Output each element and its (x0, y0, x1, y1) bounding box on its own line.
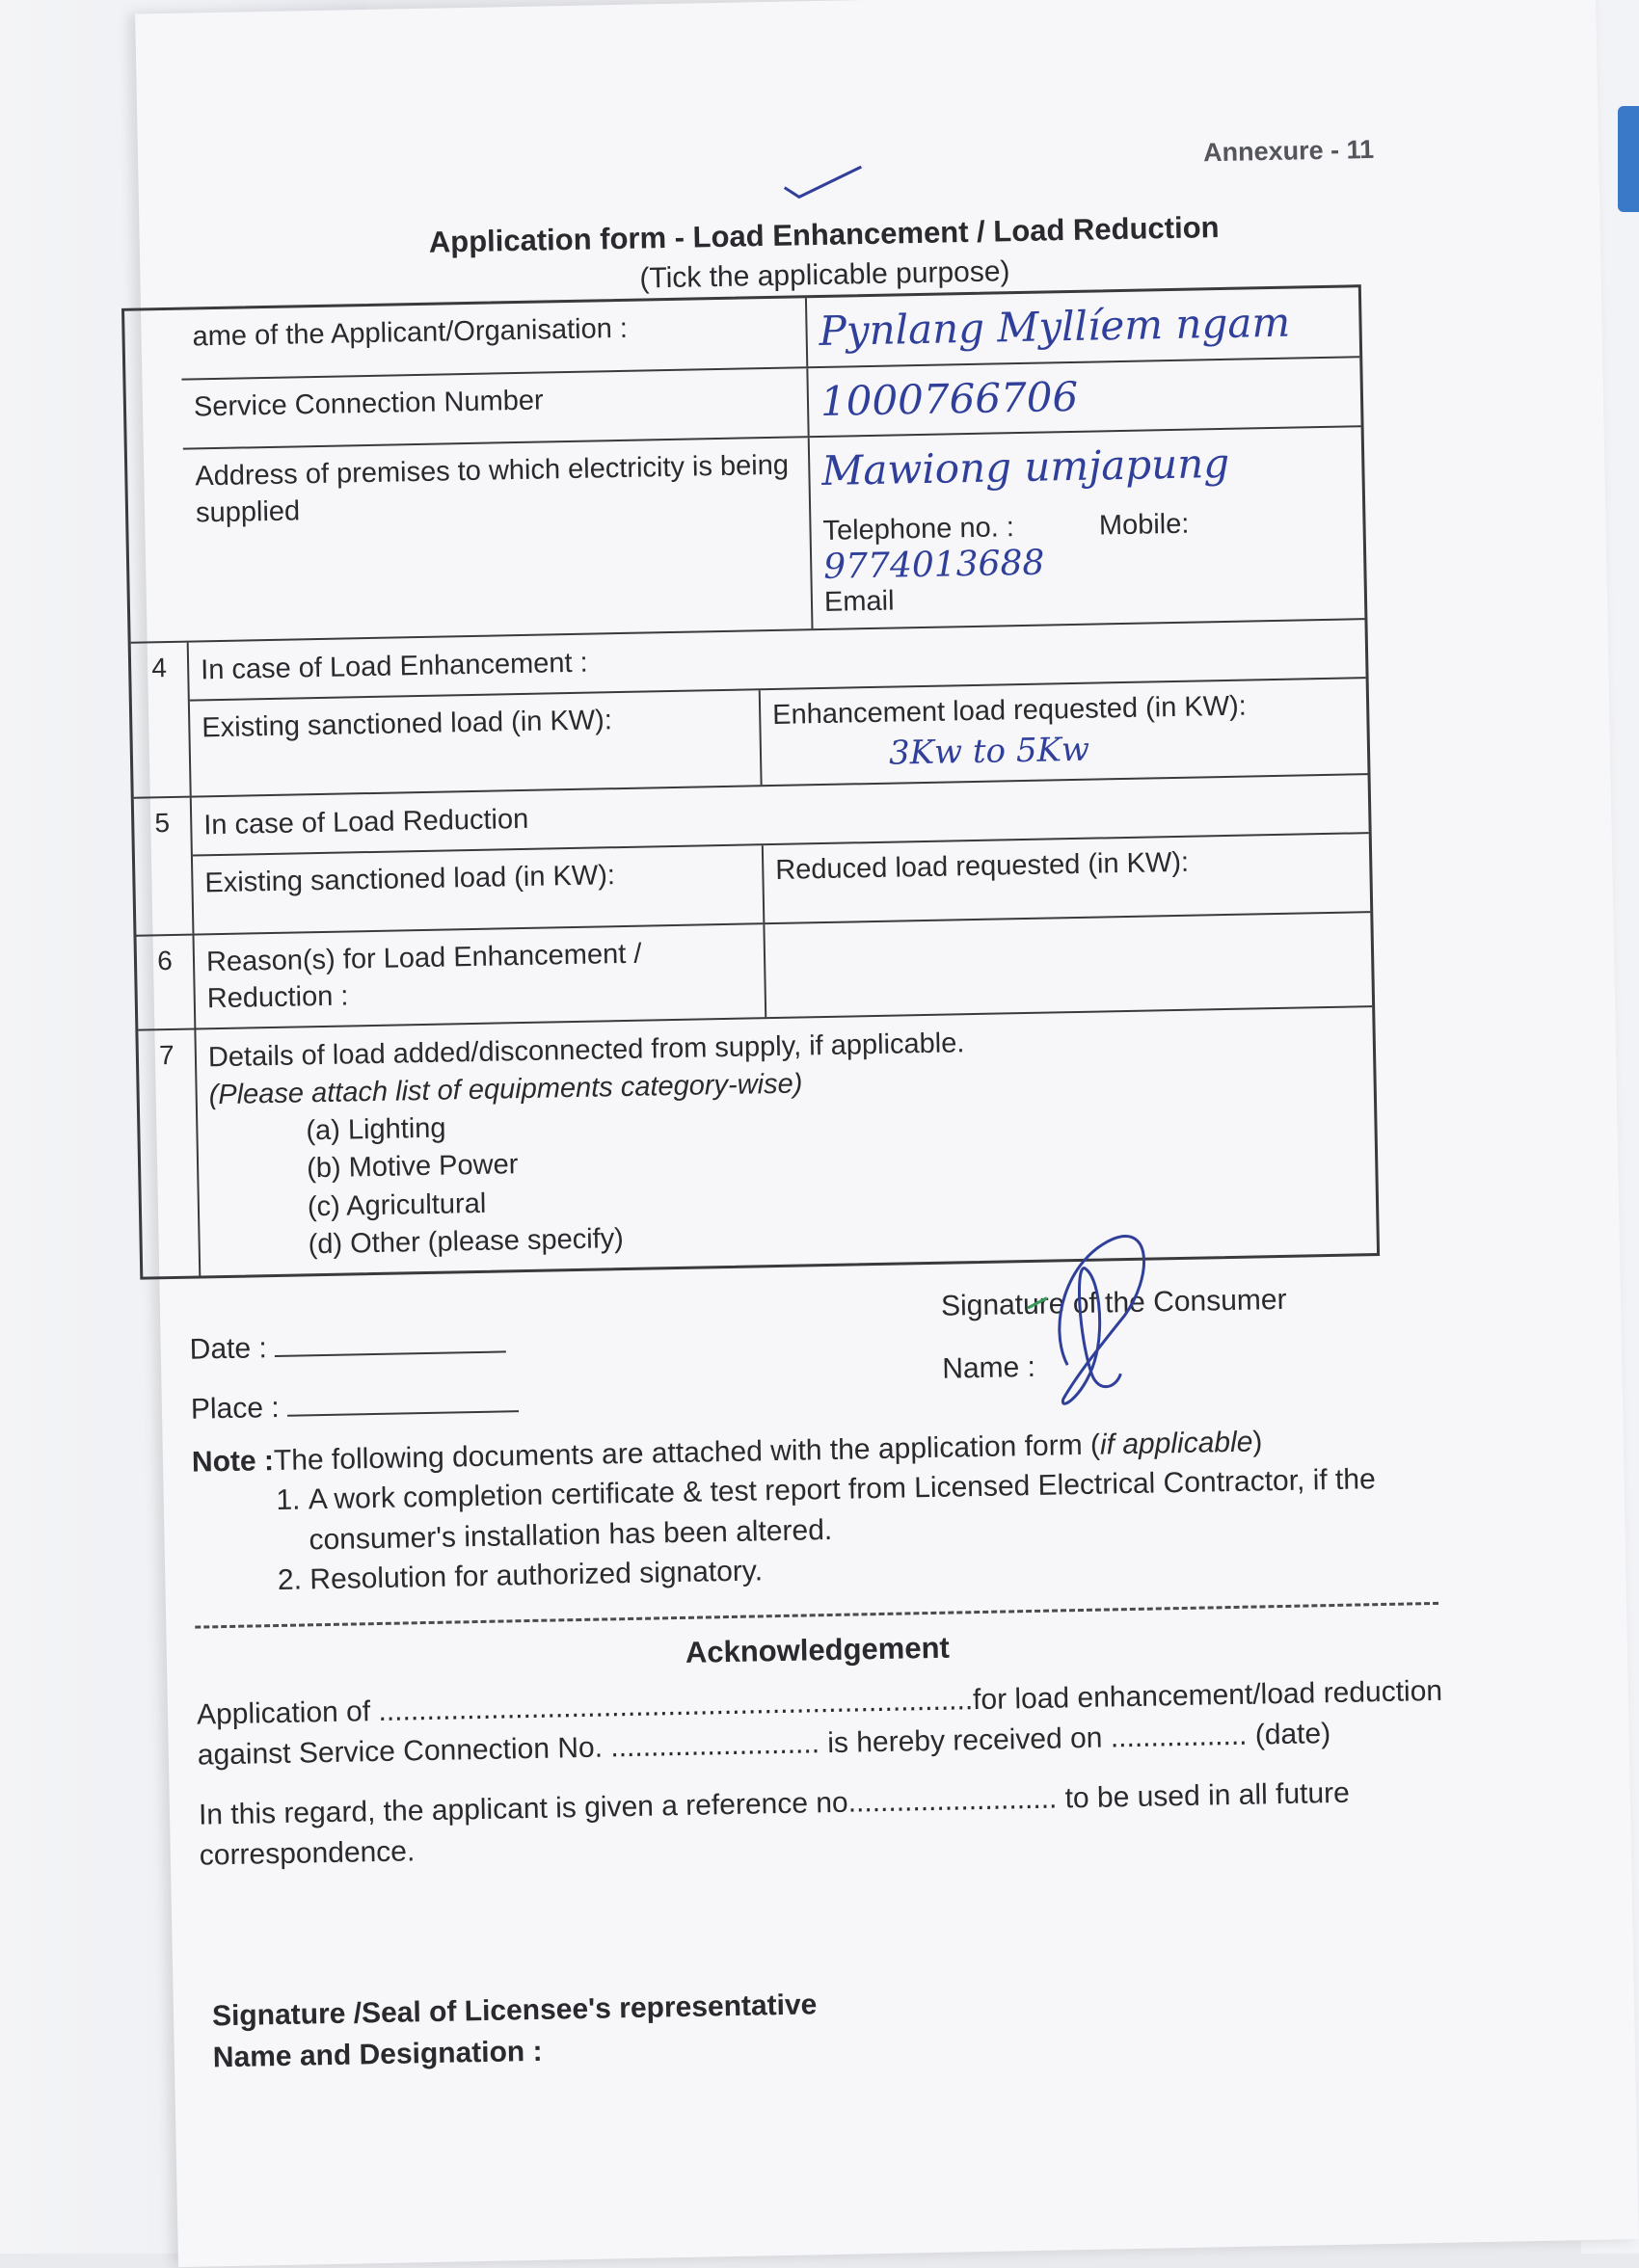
telephone-line (822, 505, 1352, 587)
note-list (192, 1459, 1399, 1602)
place-field[interactable] (191, 1387, 520, 1427)
row-4-requested-value[interactable]: 3Kw to 5Kw (888, 730, 1090, 773)
place-label: Place : (190, 1391, 280, 1426)
acknowledgement-line-2: In this regard, the applicant is given a reference no.......................... to be used in all future correspondence. (198, 1776, 1351, 1872)
row-4 (131, 618, 1368, 797)
address-row (183, 425, 1365, 640)
address-value[interactable]: Mawiong umjapung (820, 440, 1230, 495)
mobile-label: Mobile: (1098, 508, 1190, 542)
row-5-requested-label: Reduced load requested (in KW): (775, 846, 1190, 886)
place-blank[interactable] (287, 1387, 519, 1417)
service-number-value[interactable]: 1000766706 (820, 372, 1079, 425)
note-intro-italic: if applicable (1099, 1426, 1253, 1461)
row-6-value[interactable] (765, 913, 1372, 1017)
annexure-label: Annexure - 11 (1202, 134, 1375, 168)
acknowledgement-line-1: Application of ..........................................................................for load enhancement/load reduction against Service Connection No. .......................... is hereby received on ................. (date) (196, 1674, 1443, 1772)
list-item: (b) Motive Power (306, 1149, 519, 1185)
list-item: 2. Resolution for authorized signatory. (309, 1539, 1400, 1600)
row-4-requested-label: Enhancement load requested (in KW): (771, 690, 1248, 731)
row-7-number: 7 (138, 1029, 201, 1276)
row-6-label: Reason(s) for Load Enhancement / Reduction : (195, 924, 767, 1027)
telephone-label: Telephone no. : (822, 511, 1015, 547)
applicant-label: ame of the Applicant/Organisation : (180, 298, 808, 378)
row-4-requested-cell (761, 679, 1368, 785)
background-blue-object (1618, 106, 1639, 212)
row-4-number: 4 (131, 642, 192, 796)
row-4-existing-label: Existing sanctioned load (in KW): (190, 690, 763, 795)
row-7-note: (Please attach list of equipments category-wise) (208, 1068, 803, 1111)
note-intro: The following documents are attached with the application form ( (273, 1428, 1101, 1478)
acknowledgement-title: Acknowledgement (685, 1630, 951, 1669)
service-label: Service Connection Number (181, 368, 809, 448)
row-4-heading: In case of Load Enhancement : (200, 647, 588, 686)
row-7-label: Details of load added/disconnected from supply, if applicable. (207, 1027, 965, 1074)
form-page (135, 0, 1639, 2267)
list-item: 1. A work completion certificate & test report from Licensed Electrical Contractor, if the consumer's installation has been altered. (308, 1459, 1398, 1560)
list-item: (a) Lighting (306, 1112, 446, 1147)
note-intro-end: ) (1252, 1426, 1263, 1458)
licensee-signature-block (212, 1985, 819, 2078)
row-6-number: 6 (137, 935, 197, 1028)
name-label: Name : (941, 1350, 1036, 1385)
row-5 (134, 773, 1371, 935)
address-values (810, 427, 1365, 628)
list-item: (d) Other (please specify) (308, 1222, 625, 1260)
email-label: Email (823, 585, 895, 618)
date-field[interactable] (189, 1327, 506, 1366)
form-title: Application form - Load Enhancement / Load Reduction (428, 210, 1220, 259)
acknowledgement-body (197, 1671, 1453, 1877)
row-5-existing-label: Existing sanctioned load (in KW): (193, 845, 765, 933)
contact-cell (811, 495, 1364, 628)
date-label: Date : (189, 1332, 268, 1366)
row-5-number: 5 (134, 797, 195, 934)
tick-mark-icon (779, 162, 867, 202)
row-5-heading: In case of Load Reduction (203, 803, 529, 841)
signature-seal-label: Signature /Seal of Licensee's representative (211, 1988, 818, 2033)
form-subtitle: (Tick the applicable purpose) (639, 255, 1010, 295)
consumer-signature-label: Signature of the Consumer (940, 1283, 1287, 1322)
mobile-value[interactable]: 9774013688 (822, 543, 1045, 587)
address-label: Address of premises to which electricity is being supplied (183, 438, 814, 640)
date-blank[interactable] (275, 1327, 506, 1357)
note-section (192, 1420, 1400, 1603)
list-item: (c) Agricultural (307, 1187, 487, 1222)
application-table (121, 284, 1380, 1279)
applicant-name-value[interactable]: Pynlang Myllíem ngam (819, 298, 1291, 355)
note-label: Note : (191, 1445, 275, 1479)
consumer-signature-icon (1007, 1218, 1203, 1425)
name-designation-label: Name and Designation : (212, 2035, 543, 2073)
